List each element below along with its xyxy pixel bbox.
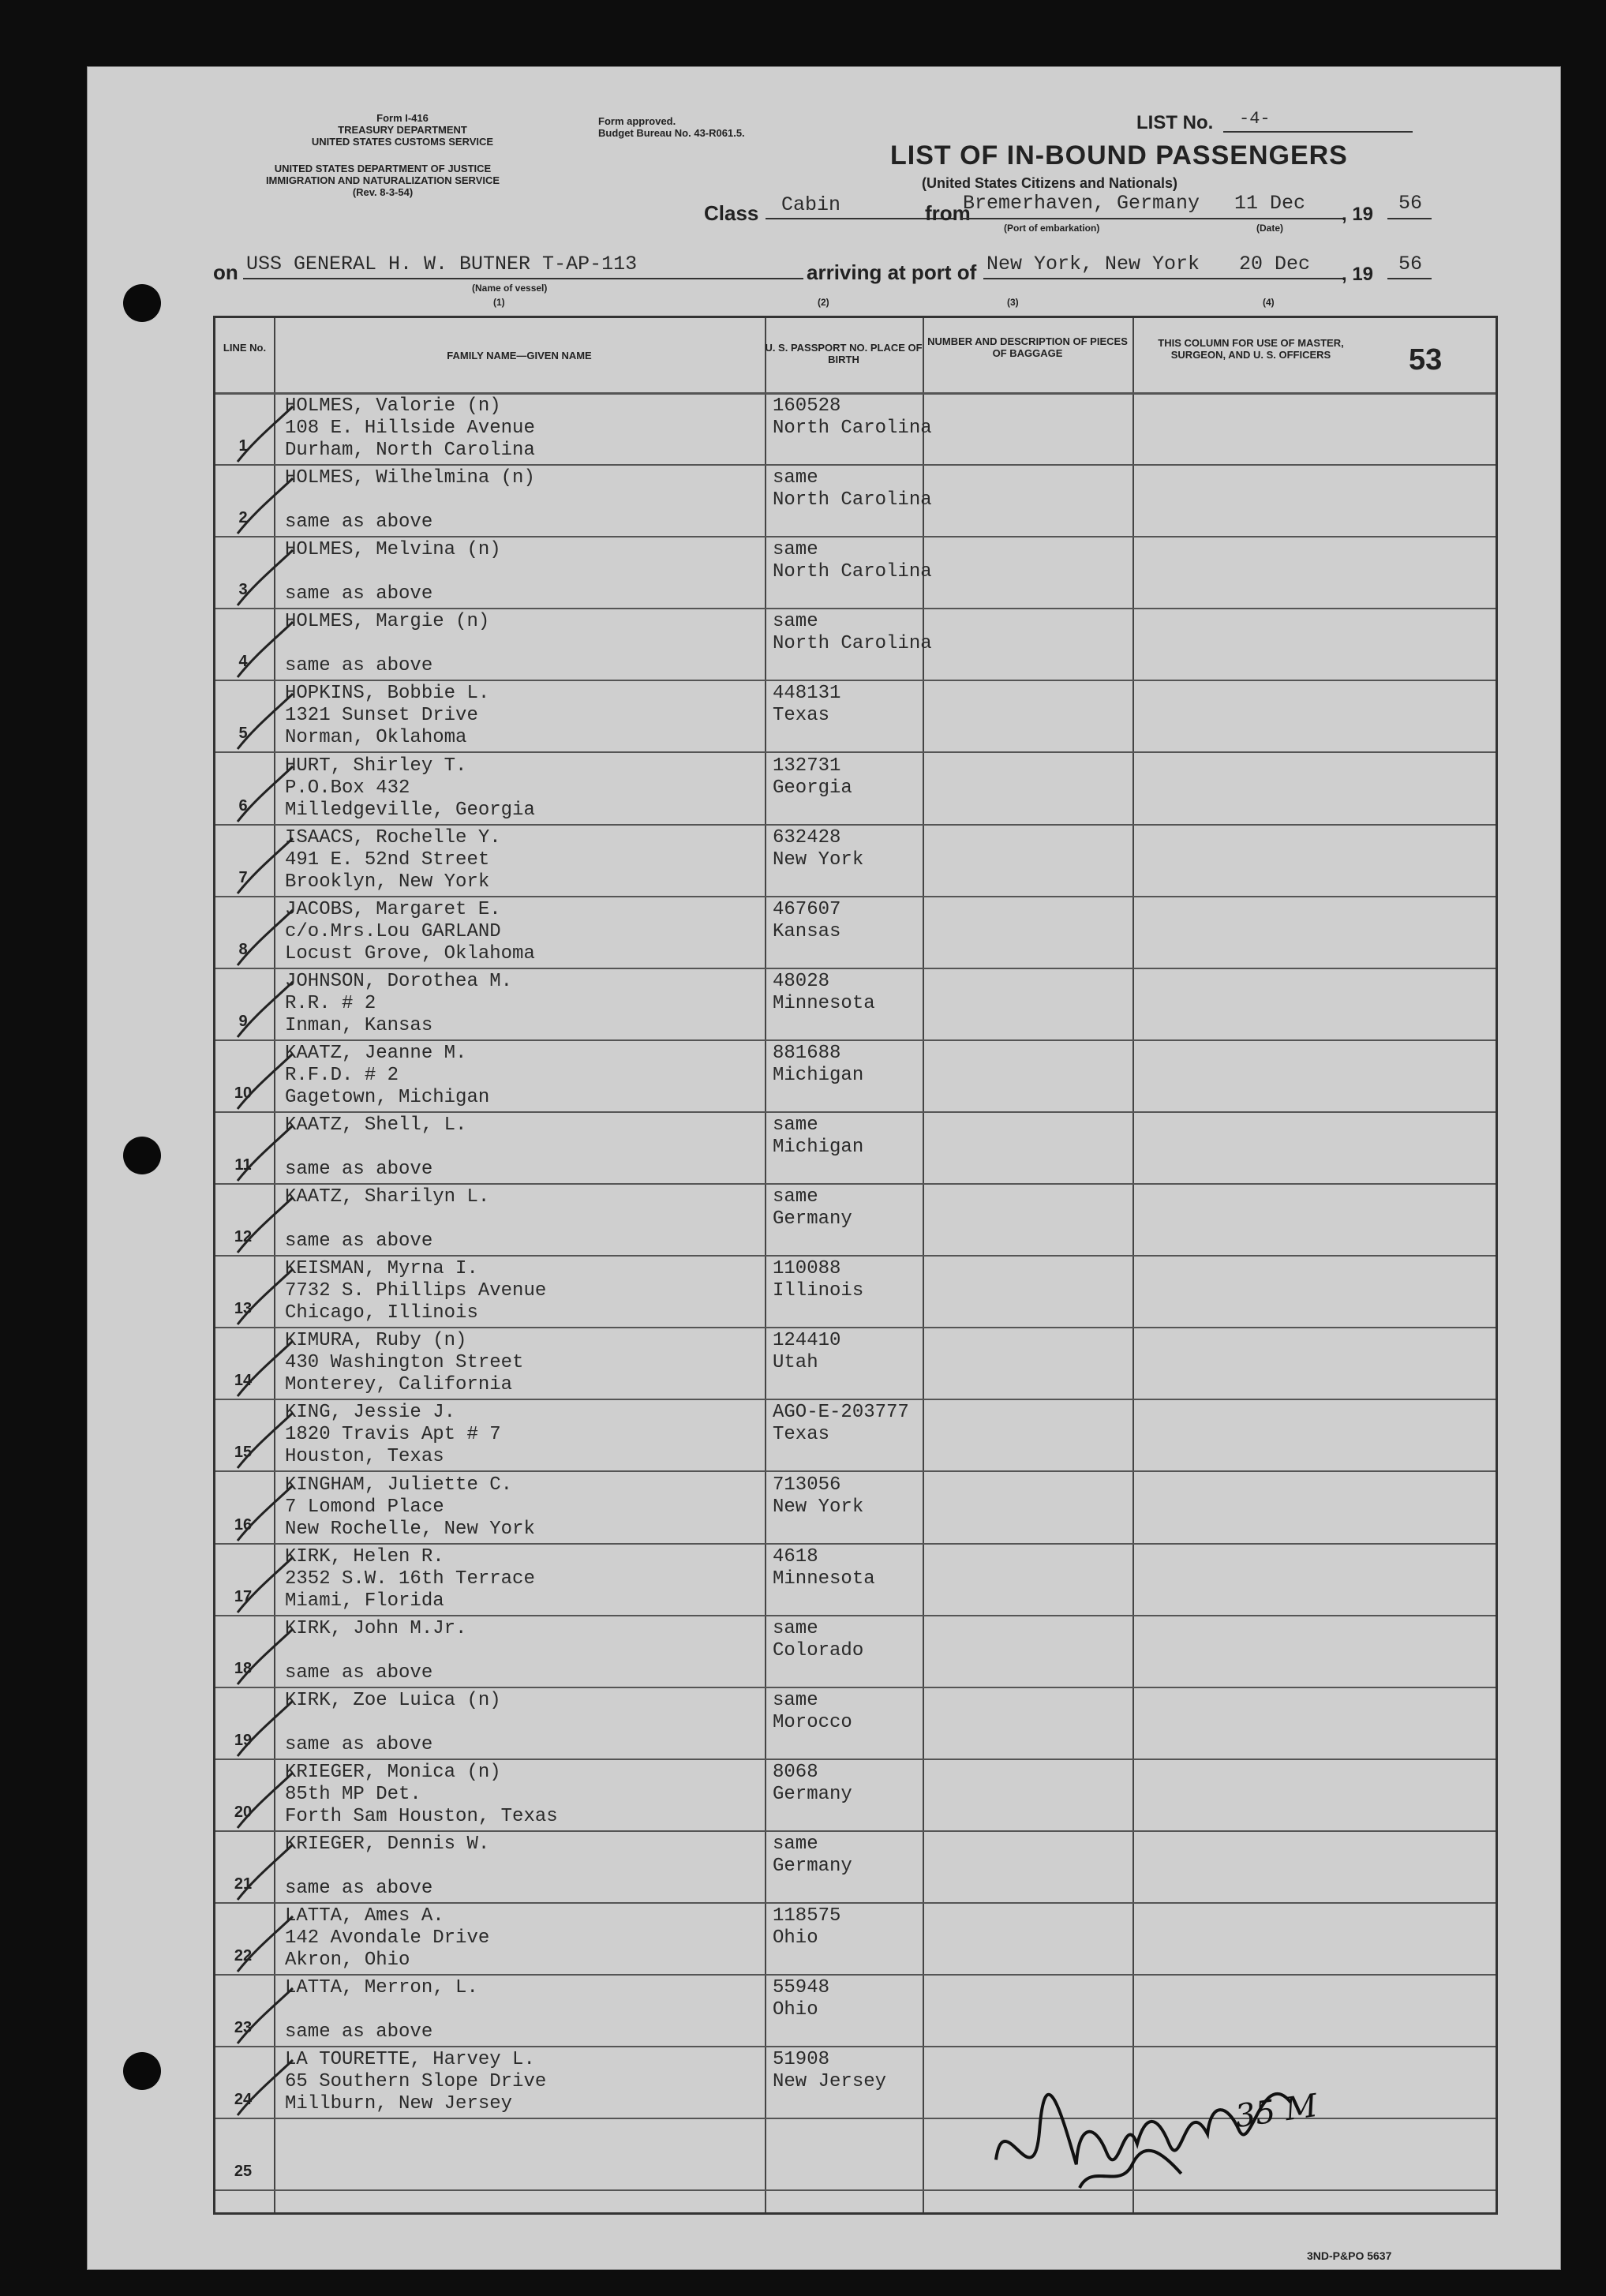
passenger-address-line: same as above [285,2021,433,2043]
passport-number: 881688 [773,1042,841,1064]
passenger-name-address [285,971,512,1037]
passenger-name-address [285,1977,478,2043]
table-row [215,1687,1496,1759]
passport-birthplace [773,1402,909,1446]
date-caption: (Date) [1256,223,1284,234]
passenger-address-line: Brooklyn, New York [285,871,490,893]
passenger-address-line: same as above [285,1733,433,1755]
embarkation-year: 56 [1398,192,1423,215]
passenger-name: HOLMES, Valorie (n) [285,395,501,417]
place-of-birth: Michigan [773,1137,864,1158]
passenger-address-line: R.F.D. # 2 [285,1064,399,1086]
passport-number: 467607 [773,898,841,920]
place-of-birth: Colorado [773,1639,864,1661]
arriving-label: arriving at port of [807,260,977,284]
passenger-address-line [285,489,535,511]
line-number: 6 [238,796,248,815]
line-number: 2 [238,509,248,527]
passenger-name-address [285,611,489,677]
passport-number: 713056 [773,1474,841,1496]
check-mark-icon [231,616,294,679]
passenger-name: HOLMES, Melvina (n) [285,539,501,561]
passport-birthplace [773,1114,863,1159]
passenger-name-address [285,2049,546,2115]
passenger-address-line: same as above [285,1661,433,1684]
check-mark-icon [231,904,294,967]
table-row [215,1830,1496,1902]
year-underline [1387,218,1432,219]
passport-number: same [773,1833,818,1855]
line-number: 15 [234,1444,253,1462]
passenger-address-line: P.O.Box 432 [285,777,410,799]
passenger-address-line: 491 E. 52nd Street [285,848,490,871]
table-row [215,968,1496,1039]
passport-number: same [773,1689,818,1711]
from-label: from [925,201,971,225]
check-mark-icon [231,1910,294,1973]
passenger-name: JOHNSON, Dorothea M. [285,970,513,992]
passenger-address-line: Inman, Kansas [285,1014,433,1036]
passenger-name-address [285,1833,489,1900]
punch-hole [123,1137,161,1174]
passenger-address-line: R.R. # 2 [285,992,376,1014]
justice-header [201,163,564,198]
list-no-value: -4- [1239,109,1271,129]
place-of-birth: New Jersey [773,2071,887,2093]
check-mark-icon [231,832,294,895]
vessel-name: USS GENERAL H. W. BUTNER T-AP-113 [246,253,638,275]
list-no-underline [1223,131,1413,133]
approval-note [598,115,745,139]
line-number: 14 [234,1372,253,1390]
passport-birthplace [773,755,852,800]
from-underline [961,218,1343,219]
passport-birthplace [773,611,932,655]
place-of-birth: Ohio [773,1999,818,2021]
passport-number: same [773,1186,818,1208]
passenger-address-line: same as above [285,1878,433,1899]
footer-code: 3ND-P&PO 5637 [1307,2249,1392,2262]
passenger-address-line: 1321 Sunset Drive [285,705,478,727]
check-mark-icon [231,1119,294,1182]
col-num-2: (2) [818,297,829,308]
passenger-address-line: 7 Lomond Place [285,1496,444,1518]
line-number: 4 [238,653,248,671]
passenger-name-address [285,683,489,749]
passenger-name-address [285,755,535,822]
passport-birthplace [773,1905,840,1950]
table-row [215,1183,1496,1255]
col-header-line-no: LINE No. [223,342,267,354]
passenger-name: LA TOURETTE, Harvey L. [285,2049,535,2071]
passport-number: same [773,1114,818,1136]
passenger-name: KAATZ, Jeanne M. [285,1042,467,1064]
passenger-address-line: 2352 S.W. 16th Terrace [285,1567,535,1590]
passport-number: 118575 [773,1905,841,1927]
check-mark-icon [231,2126,294,2189]
port-embark-caption: (Port of embarkation) [1004,223,1100,234]
line-number: 11 [234,1156,252,1174]
embarkation-port: Bremerhaven, Germany [963,192,1200,215]
line-number: 5 [238,725,248,743]
passenger-name-address [285,1330,523,1396]
passenger-name: JACOBS, Margaret E. [285,898,501,920]
col-num-4: (4) [1263,297,1275,308]
check-mark-icon [231,1838,294,1901]
document-title: LIST OF IN-BOUND PASSENGERS [890,140,1348,170]
passenger-name-address [285,467,535,534]
passport-birthplace [773,467,932,511]
passenger-address-line: Miami, Florida [285,1590,444,1612]
check-mark-icon [231,400,294,463]
col-header-passport: U. S. PASSPORT NO. PLACE OF BIRTH [765,342,923,365]
passenger-name: KIRK, John M.Jr. [285,1617,467,1639]
passenger-address-line: Houston, Texas [285,1446,444,1468]
passport-birthplace [773,1690,852,1734]
passenger-address-line [285,1640,466,1662]
place-of-birth: Minnesota [773,1567,875,1590]
table-row [215,1615,1496,1687]
check-mark-icon [231,1335,294,1398]
place-of-birth: Texas [773,705,830,727]
check-mark-icon [231,1551,294,1614]
passenger-name-address [285,1258,546,1324]
passenger-name: KING, Jessie J. [285,1402,456,1424]
passenger-name: HOPKINS, Bobbie L. [285,683,490,705]
line-number: 23 [234,2019,253,2037]
passport-number: 160528 [773,395,841,417]
line-number: 21 [234,1875,253,1893]
line-number: 24 [234,2091,253,2109]
passenger-name: KAATZ, Shell, L. [285,1114,467,1136]
table-row [215,1399,1496,1470]
check-mark-icon [231,1406,294,1470]
check-mark-icon [231,1263,294,1326]
passport-number: 448131 [773,683,841,705]
passenger-name: HURT, Shirley T. [285,755,467,777]
passport-number: same [773,539,818,561]
passport-number: 8068 [773,1761,818,1783]
table-row [215,1111,1496,1183]
place-of-birth: Germany [773,1783,852,1805]
arrival-date: 20 Dec [1239,253,1311,275]
passenger-name: KEISMAN, Myrna I. [285,1258,478,1280]
check-mark-icon [231,544,294,607]
arrival-port: New York, New York [986,253,1200,275]
passenger-name-address [285,1618,466,1684]
place-of-birth: Texas [773,1424,830,1446]
col-header-baggage: NUMBER AND DESCRIPTION OF PIECES OF BAGGAGE [927,335,1128,359]
class-value: Cabin [781,193,841,216]
punch-hole [123,284,161,322]
passport-number: same [773,611,818,633]
passport-number: 632428 [773,826,841,848]
embarkation-date: 11 Dec [1234,192,1306,215]
vessel-caption: (Name of vessel) [472,283,548,294]
place-of-birth: Georgia [773,777,852,799]
passenger-name: KINGHAM, Juliette C. [285,1474,513,1496]
place-of-birth: Ohio [773,1927,818,1950]
passenger-address-line: 1820 Travis Apt # 7 [285,1424,501,1446]
place-of-birth: Michigan [773,1064,864,1086]
place-of-birth: North Carolina [773,561,932,583]
customs-service: UNITED STATES CUSTOMS SERVICE [311,136,494,148]
document-subtitle: (United States Citizens and Nationals) [922,175,1178,191]
place-of-birth: New York [773,1496,864,1518]
table-row [215,1039,1496,1111]
passenger-name-address [285,395,535,462]
passenger-name: KRIEGER, Monica (n) [285,1761,501,1783]
passport-birthplace [773,1762,852,1806]
passport-birthplace [773,1977,829,2021]
line-number: 7 [238,868,248,886]
passport-birthplace [773,1043,863,1087]
passport-birthplace [773,1833,852,1878]
table-row [215,1902,1496,1974]
passport-birthplace [773,899,840,943]
on-label: on [213,260,238,284]
passenger-name-address [285,1546,535,1612]
passenger-address-line: Gagetown, Michigan [285,1086,490,1108]
passenger-address-line [285,1999,478,2021]
passport-birthplace [773,539,932,583]
passport-number: 48028 [773,970,830,992]
arrival-year-prefix: , 19 [1342,264,1374,285]
passenger-address-line: 430 Washington Street [285,1352,524,1374]
table-row [215,1255,1496,1327]
passport-number: 51908 [773,2049,830,2071]
place-of-birth: Minnesota [773,992,875,1014]
passenger-name-address [285,899,535,965]
check-mark-icon [231,2054,294,2117]
passport-birthplace [773,1546,875,1590]
punch-hole [123,2052,161,2090]
passport-birthplace [773,971,875,1015]
class-label: Class [704,201,759,225]
arrival-year-underline [1387,278,1432,279]
passenger-address-line: Locust Grove, Oklahoma [285,942,535,964]
passport-number: 124410 [773,1330,841,1352]
place-of-birth: Illinois [773,1280,864,1302]
check-mark-icon [231,1982,294,2045]
form-approved: Form approved. [598,115,676,127]
passenger-name-address [285,1690,501,1756]
passport-birthplace [773,1186,852,1230]
col-header-officers: THIS COLUMN FOR USE OF MASTER, SURGEON, AND U. S. OFFICERS [1158,337,1344,361]
passport-birthplace [773,683,840,727]
line-number: 17 [234,1587,253,1605]
immigration-service: IMMIGRATION AND NATURALIZATION SERVICE [265,174,500,186]
table-row [215,1974,1496,2046]
place-of-birth: Morocco [773,1711,852,1733]
passenger-address-line: same as above [285,655,433,677]
passenger-name: KIRK, Helen R. [285,1545,444,1567]
passenger-name: KIMURA, Ruby (n) [285,1330,467,1352]
passenger-address-line: Monterey, California [285,1374,513,1396]
passenger-name: LATTA, Merron, L. [285,1977,478,1999]
passenger-address-line: 85th MP Det. [285,1783,421,1805]
check-mark-icon [231,1623,294,1686]
passport-number: 110088 [773,1258,841,1280]
passport-birthplace [773,1474,863,1519]
table-row [215,824,1496,896]
table-row [215,464,1496,536]
passenger-address-line: same as above [285,1159,433,1180]
passport-birthplace [773,395,932,440]
passenger-name-address [285,1402,501,1468]
passenger-address-line: Akron, Ohio [285,1950,410,1972]
page-number: 53 [1409,343,1443,376]
passport-birthplace [773,1618,863,1662]
passenger-name-address [285,1474,535,1541]
passenger-name: HOLMES, Wilhelmina (n) [285,467,535,489]
check-mark-icon [231,760,294,823]
check-mark-icon [231,687,294,751]
line-number: 25 [234,2163,253,2181]
passport-number: same [773,467,818,489]
line-number: 18 [234,1659,253,1677]
passenger-address-line: 142 Avondale Drive [285,1927,490,1950]
passenger-address-line: 65 Southern Slope Drive [285,2071,547,2093]
revision-date: (Rev. 8-3-54) [352,186,414,198]
passenger-address-line [285,561,501,583]
table-row [215,392,1496,464]
passenger-name-address [285,1114,466,1181]
passenger-address-line: 108 E. Hillside Avenue [285,418,535,439]
place-of-birth: North Carolina [773,633,932,655]
check-mark-icon [231,1766,294,1830]
treasury-header [300,112,505,148]
passenger-name-address [285,827,501,893]
line-number: 16 [234,1515,253,1534]
justice-department: UNITED STATES DEPARTMENT OF JUSTICE [274,163,492,174]
passenger-name: ISAACS, Rochelle Y. [285,826,501,848]
list-no-label: LIST No. [1136,112,1214,133]
passport-number: 4618 [773,1545,818,1567]
line-number: 8 [238,940,248,958]
passenger-address-line [285,1856,489,1878]
margin-note: 35 M [1233,2087,1320,2136]
place-of-birth: Kansas [773,920,841,942]
passenger-address-line: same as above [285,583,433,605]
passenger-address-line: 7732 S. Phillips Avenue [285,1280,547,1302]
passport-birthplace [773,827,863,871]
line-number: 22 [234,1947,253,1965]
check-mark-icon [231,1047,294,1111]
vessel-underline [243,278,803,279]
passenger-address-line [285,1208,489,1230]
line-number: 12 [234,1228,253,1246]
year-prefix: , 19 [1342,204,1374,225]
passport-birthplace [773,1258,863,1302]
table-row [215,1471,1496,1543]
line-number: 1 [238,437,248,455]
passenger-name: KAATZ, Sharilyn L. [285,1186,490,1208]
passport-number: 132731 [773,755,841,777]
passenger-address-line: Durham, North Carolina [285,440,535,461]
line-number: 19 [234,1731,253,1749]
passport-birthplace [773,2049,886,2093]
place-of-birth: Germany [773,1208,852,1230]
col-num-3: (3) [1007,297,1019,308]
treasury-department: TREASURY DEPARTMENT [338,124,467,136]
passenger-address-line: Millburn, New Jersey [285,2093,513,2115]
place-of-birth: North Carolina [773,418,932,439]
passenger-name-address [285,1186,489,1253]
passenger-name-address [285,1905,489,1972]
passport-birthplace [773,1330,840,1374]
table-row [215,608,1496,680]
col-header-name: FAMILY NAME—GIVEN NAME [447,350,592,361]
check-mark-icon [231,1479,294,1542]
line-number: 9 [238,1012,248,1030]
arrival-year: 56 [1398,253,1423,275]
place-of-birth: Utah [773,1352,818,1374]
arrival-underline [983,278,1343,279]
passenger-name-address [285,1043,489,1109]
table-row [215,1543,1496,1615]
table-row [215,680,1496,751]
passenger-name: LATTA, Ames A. [285,1905,444,1927]
place-of-birth: Germany [773,1856,852,1877]
line-number: 3 [238,581,248,599]
table-row [215,896,1496,968]
check-mark-icon [231,472,294,535]
line-number: 10 [234,1084,253,1102]
passenger-address-line: Milledgeville, Georgia [285,799,535,821]
table-row [215,1327,1496,1399]
place-of-birth: North Carolina [773,489,932,511]
passenger-address-line: c/o.Mrs.Lou GARLAND [285,920,501,942]
passport-number: 55948 [773,1977,830,1999]
passport-number: AGO-E-203777 [773,1402,909,1424]
passenger-name-address [285,1762,558,1828]
passenger-name: KIRK, Zoe Luica (n) [285,1689,501,1711]
passenger-address-line [285,1712,501,1734]
passenger-address-line: Chicago, Illinois [285,1302,478,1324]
check-mark-icon [231,1695,294,1758]
check-mark-icon [231,976,294,1039]
col-num-1: (1) [493,297,505,308]
table-row [215,536,1496,608]
place-of-birth: New York [773,848,864,871]
table-row [215,752,1496,824]
passenger-address-line: same as above [285,1230,433,1253]
passenger-address-line: Norman, Oklahoma [285,727,467,749]
passenger-address-line [285,633,489,655]
passenger-name: HOLMES, Margie (n) [285,611,490,633]
passenger-table [213,316,1498,2215]
passenger-address-line: Forth Sam Houston, Texas [285,1805,558,1827]
passenger-address-line [285,1137,466,1159]
passenger-address-line: same as above [285,511,433,534]
passport-number: same [773,1617,818,1639]
check-mark-icon [231,1191,294,1254]
form-number: Form I-416 [376,112,429,124]
passenger-name-address [285,539,501,605]
passenger-address-line: New Rochelle, New York [285,1518,535,1540]
table-row [215,1759,1496,1830]
budget-bureau-no: Budget Bureau No. 43-R061.5. [598,127,745,139]
line-number: 13 [234,1300,253,1318]
passenger-name: KRIEGER, Dennis W. [285,1833,490,1855]
line-number: 20 [234,1803,253,1821]
